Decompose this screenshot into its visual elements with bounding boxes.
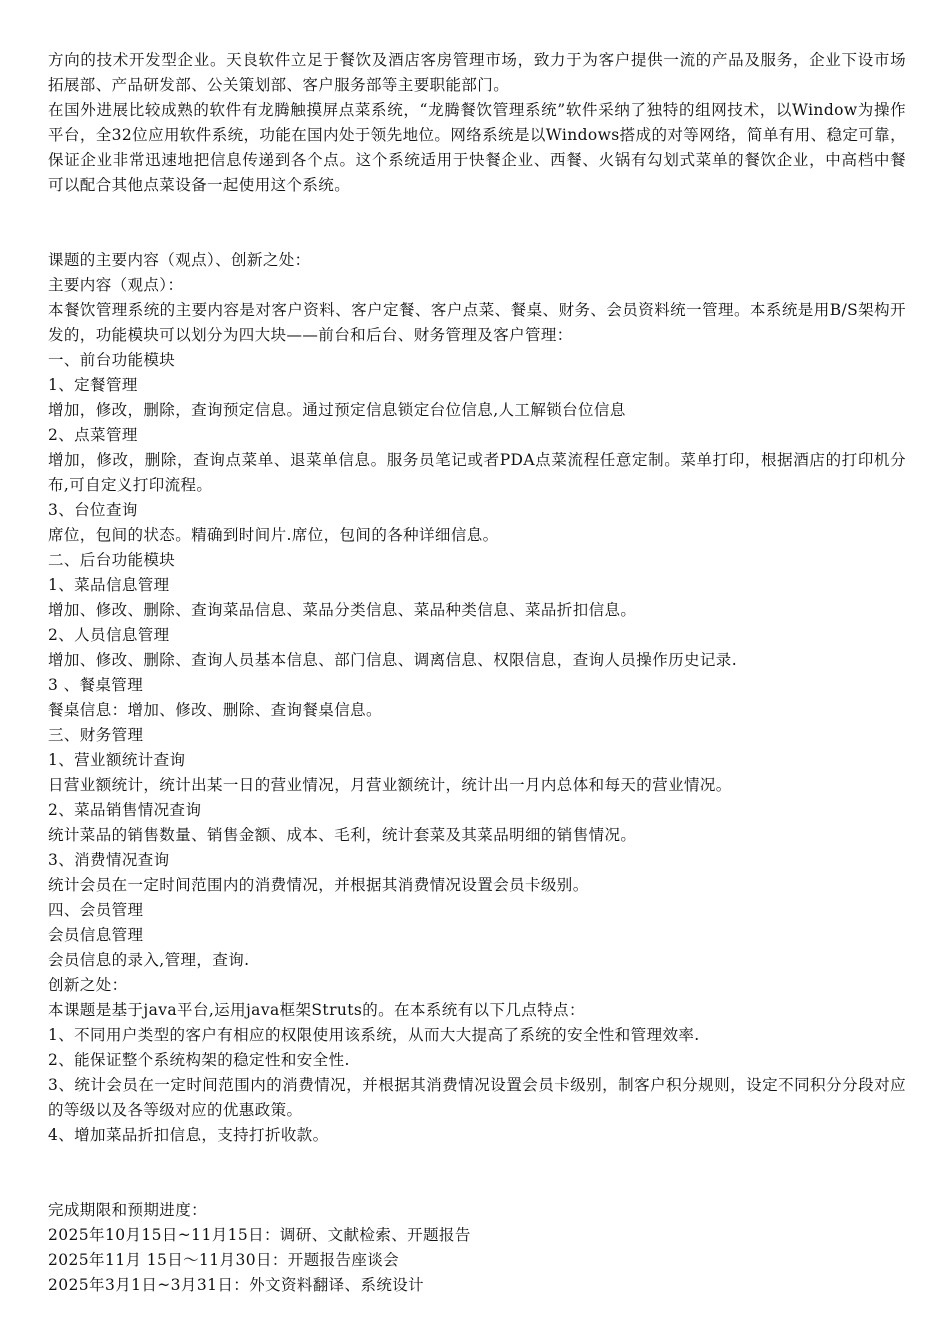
paragraph: 日营业额统计，统计出某一日的营业情况，月营业额统计，统计出一月内总体和每天的营业情况。 [48,776,732,794]
section-heading: 课题的主要内容（观点）、创新之处： [48,251,311,269]
item-heading: 1、菜品信息管理 [48,576,170,594]
paragraph: 统计会员在一定时间范围内的消费情况，并根据其消费情况设置会员卡级别。 [48,876,589,894]
intro-paragraph: 在国外进展比较成熟的软件有龙腾触摸屏点菜系统，“龙腾餐饮管理系统”软件采纳了独特的组网技术，以Window为操作平台，全32位应用软件系统，功能在国内处于领先地位。网络系统是以Windows搭成的对等网络，简单有用、稳定可靠，保证企业非常迅速地把信息传递到各个点。这个系统适用于快餐企业、西餐、火锅有勾划式菜单的餐饮企业，中高档中餐可以配合其他点菜设备一起使用这个系统。 [48,101,906,194]
item-heading: 会员信息管理 [48,926,144,944]
item-heading: 1、定餐管理 [48,376,138,394]
item-heading: 2、菜品销售情况查询 [48,801,202,819]
intro-paragraph: 方向的技术开发型企业。天良软件立足于餐饮及酒店客房管理市场，致力于为客户提供一流的产品及服务，企业下设市场拓展部、产品研发部、公关策划部、客户服务部等主要职能部门。 [48,51,906,94]
paragraph: 统计菜品的销售数量、销售金额、成本、毛利，统计套菜及其菜品明细的销售情况。 [48,826,637,844]
subheading: 创新之处： [48,976,128,994]
item-heading: 2、人员信息管理 [48,626,170,644]
item-heading: 3 、餐桌管理 [48,676,144,694]
intro-section [48,48,906,198]
spacer [48,198,906,248]
item-heading: 3、台位查询 [48,501,138,519]
item-heading: 3、消费情况查询 [48,851,170,869]
spacer [48,1148,906,1198]
schedule-item: 2025年3月1日~3月31日：外文资料翻译、系统设计 [48,1276,425,1294]
module-heading: 一、前台功能模块 [48,351,176,369]
paragraph: 增加、修改、删除、查询菜品信息、菜品分类信息、菜品种类信息、菜品折扣信息。 [48,601,637,619]
schedule-item: 2025年10月15日~11月15日：调研、文献检索、开题报告 [48,1226,471,1244]
paragraph: 本课题是基于java平台,运用java框架Struts的。在本系统有以下几点特点： [48,1001,585,1019]
list-item: 1、不同用户类型的客户有相应的权限使用该系统，从而大大提高了系统的安全性和管理效率. [48,1026,700,1044]
paragraph: 增加，修改，删除，查询点菜单、退菜单信息。服务员笔记或者PDA点菜流程任意定制。菜单打印，根据酒店的打印机分布,可自定义打印流程。 [48,451,906,494]
paragraph: 增加、修改、删除、查询人员基本信息、部门信息、调离信息、权限信息，查询人员操作历史记录. [48,651,738,669]
main-content-section [48,248,906,1148]
module-heading: 二、后台功能模块 [48,551,176,569]
module-heading: 三、财务管理 [48,726,144,744]
paragraph: 餐桌信息：增加、修改、删除、查询餐桌信息。 [48,701,382,719]
item-heading: 2、点菜管理 [48,426,138,444]
document-page [48,48,906,1298]
item-heading: 1、营业额统计查询 [48,751,186,769]
paragraph: 席位，包间的状态。精确到时间片.席位，包间的各种详细信息。 [48,526,499,544]
list-item: 2、能保证整个系统构架的稳定性和安全性. [48,1051,350,1069]
section-heading: 完成期限和预期进度： [48,1201,208,1219]
list-item: 4、增加菜品折扣信息，支持打折收款。 [48,1126,329,1144]
subheading: 主要内容（观点）： [48,276,184,294]
schedule-item: 2025年11月 15日～11月30日：开题报告座谈会 [48,1251,400,1269]
module-heading: 四、会员管理 [48,901,144,919]
paragraph: 增加，修改，删除，查询预定信息。通过预定信息锁定台位信息,人工解锁台位信息 [48,401,626,419]
paragraph: 本餐饮管理系统的主要内容是对客户资料、客户定餐、客户点菜、餐桌、财务、会员资料统一管理。本系统是用B/S架构开发的，功能模块可以划分为四大块——前台和后台、财务管理及客户管理： [48,301,906,344]
schedule-section [48,1198,906,1298]
paragraph: 会员信息的录入,管理，查询. [48,951,250,969]
list-item: 3、统计会员在一定时间范围内的消费情况，并根据其消费情况设置会员卡级别，制客户积分规则，设定不同积分分段对应的等级以及各等级对应的优惠政策。 [48,1076,906,1119]
